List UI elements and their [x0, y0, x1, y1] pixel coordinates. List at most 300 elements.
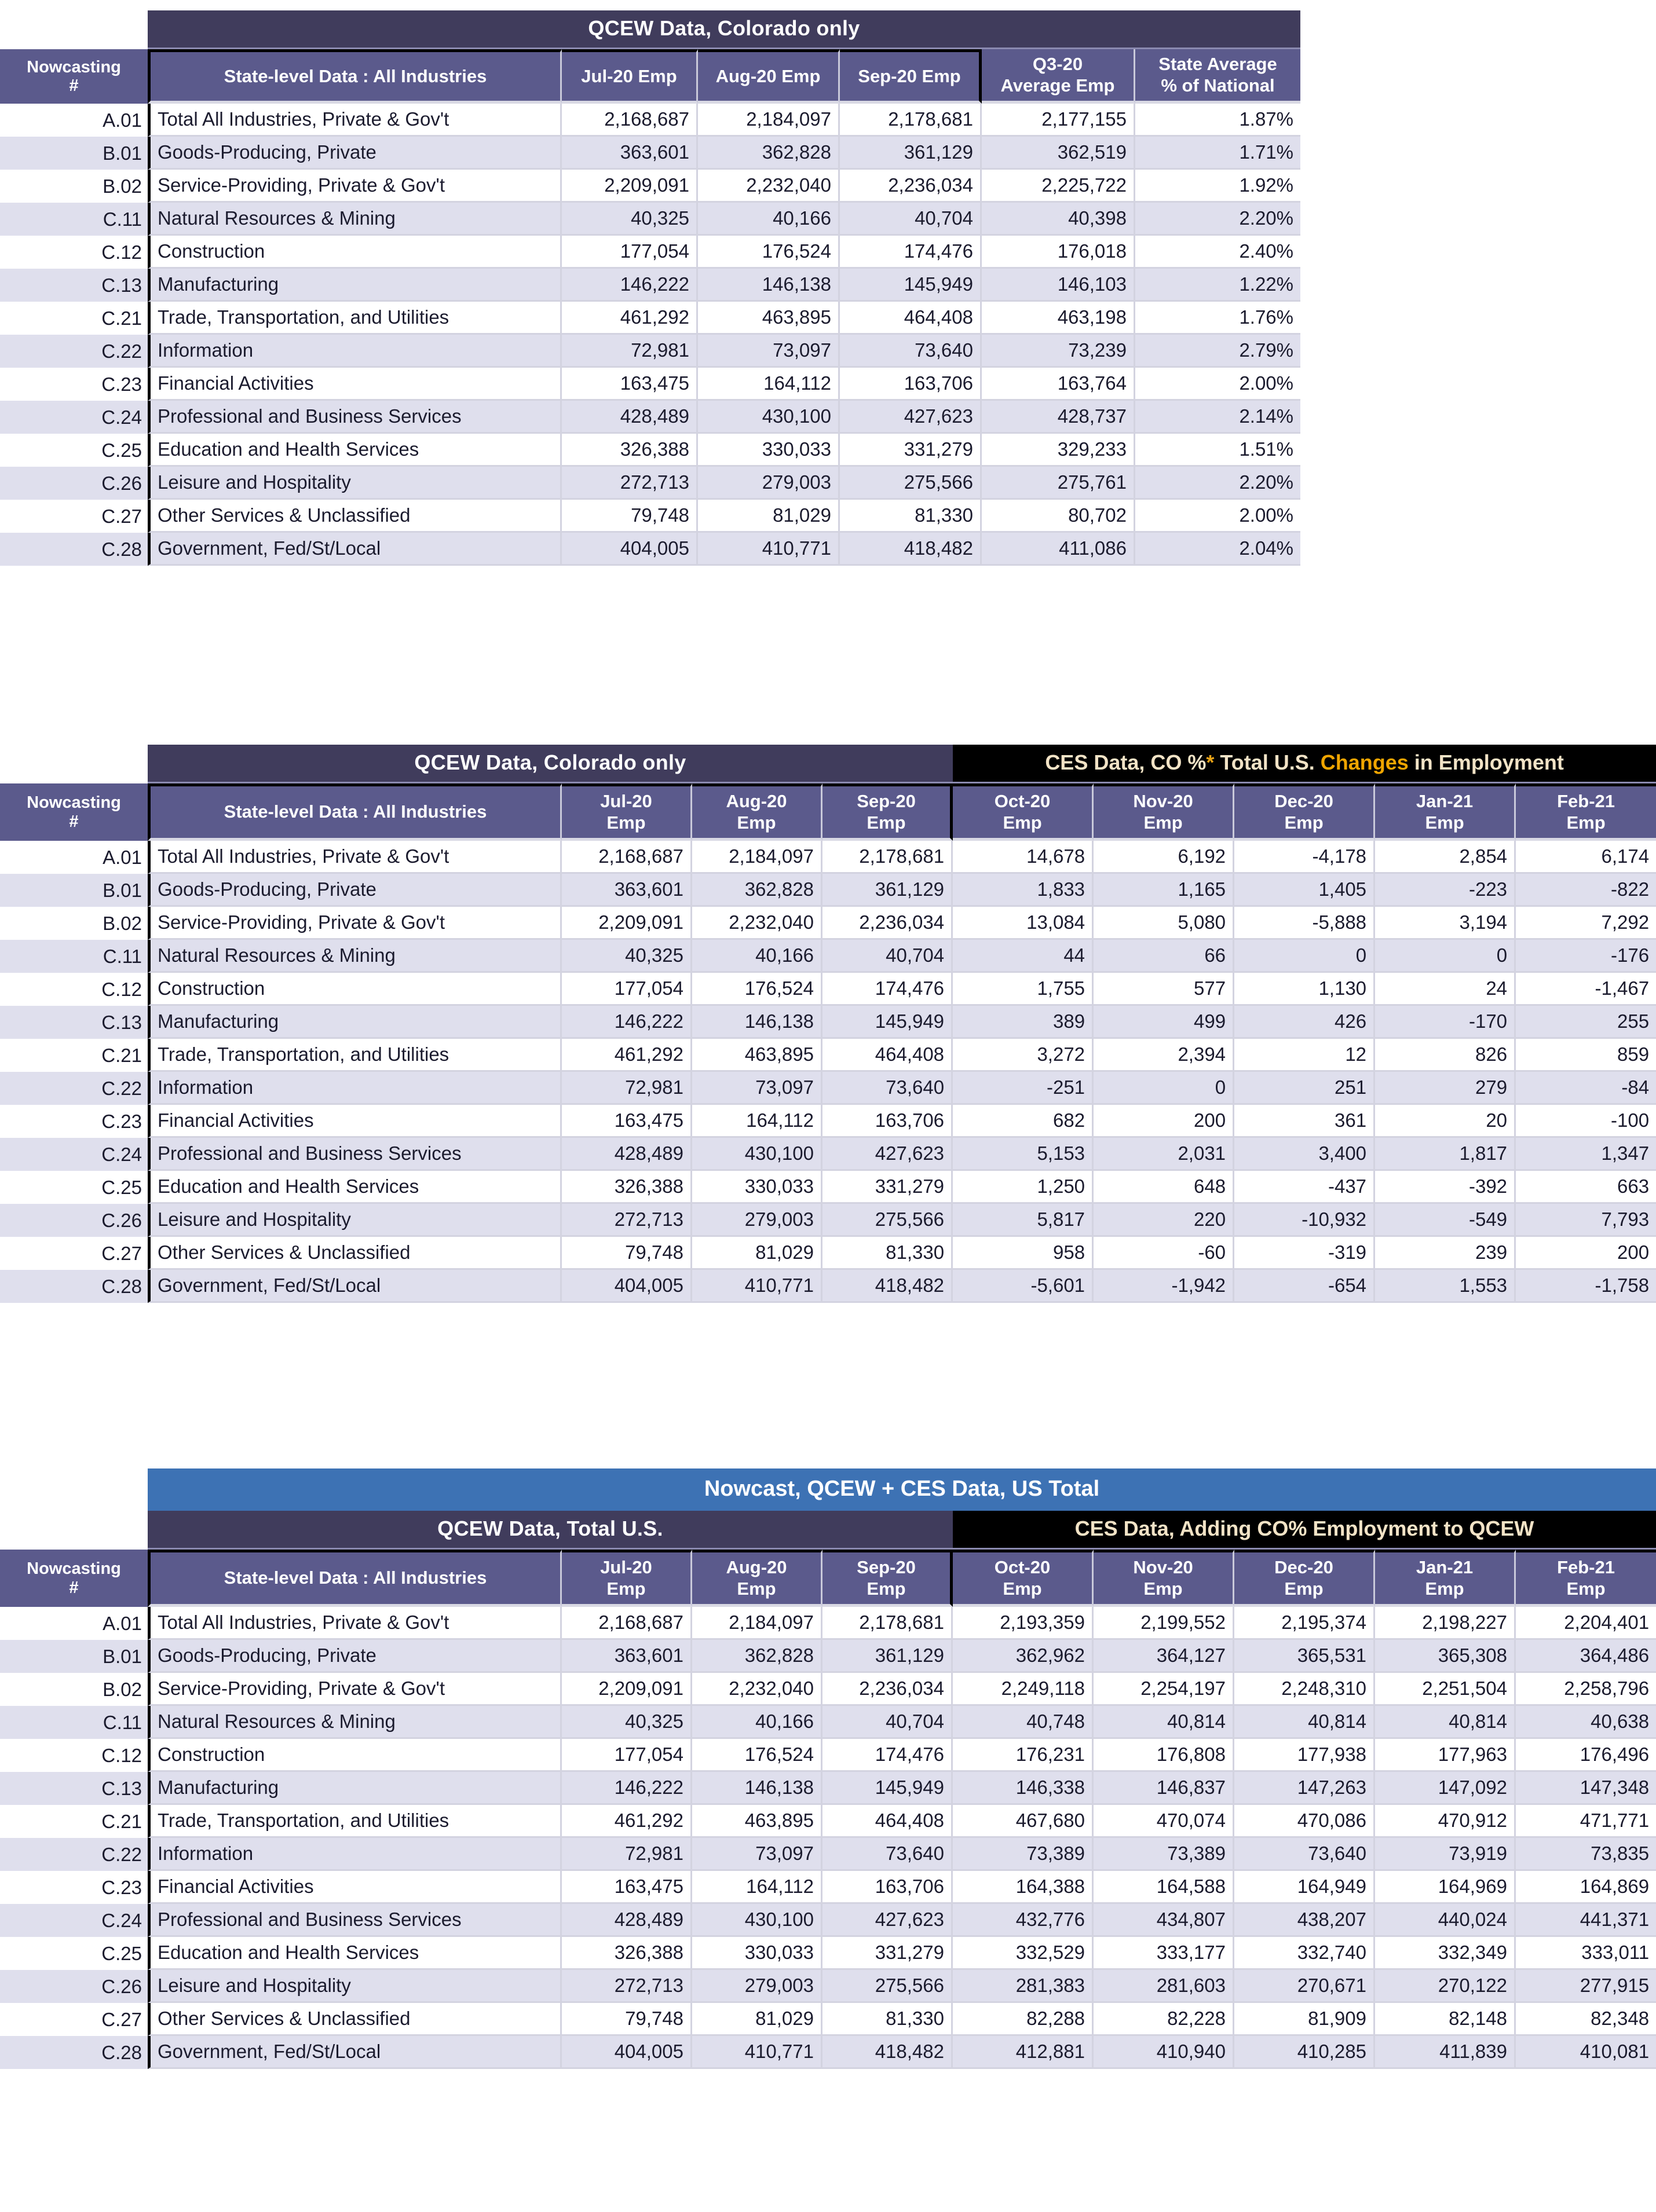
cell-sep: 163,706 — [822, 1105, 953, 1138]
cell-jul: 72,981 — [562, 1838, 692, 1871]
cell-dec: 2,248,310 — [1234, 1673, 1375, 1706]
row-code-C.27: C.27 — [0, 1237, 148, 1270]
cell-aug: 2,232,040 — [692, 1673, 822, 1706]
cell-q3avg: 428,737 — [982, 401, 1135, 434]
table2-header-row — [0, 783, 1656, 841]
cell-jan: 2,251,504 — [1375, 1673, 1516, 1706]
header-jan21-emp: Emp — [1425, 1578, 1464, 1599]
cell-sep: 418,482 — [822, 1270, 953, 1303]
cell-jul: 2,209,091 — [562, 170, 698, 203]
header-dec20-month: Dec-20 — [1274, 1557, 1333, 1577]
row-label: Total All Industries, Private & Gov't — [148, 104, 562, 137]
cell-jul: 272,713 — [562, 1970, 692, 2003]
cell-jul: 2,209,091 — [562, 907, 692, 940]
cell-nov: 333,177 — [1094, 1937, 1234, 1970]
cell-statepct: 2.40% — [1135, 236, 1300, 269]
cell-dec: 177,938 — [1234, 1739, 1375, 1772]
cell-oct: 73,389 — [953, 1838, 1094, 1871]
header-dec20 — [1234, 1550, 1375, 1607]
t2-title-part5: in Employment — [1408, 750, 1564, 774]
cell-oct: 1,755 — [953, 973, 1094, 1006]
cell-dec: -437 — [1234, 1171, 1375, 1204]
cell-jul: 404,005 — [562, 1270, 692, 1303]
table-row — [0, 500, 1300, 533]
row-code-C.28: C.28 — [0, 533, 148, 566]
cell-sep: 331,279 — [822, 1937, 953, 1970]
row-label: Goods-Producing, Private — [148, 1640, 562, 1673]
cell-jan: 270,122 — [1375, 1970, 1516, 2003]
cell-nov: 2,031 — [1094, 1138, 1234, 1171]
table-row — [0, 1607, 1656, 1640]
cell-q3avg: 329,233 — [982, 434, 1135, 467]
cell-sep: 81,330 — [840, 500, 982, 533]
cell-aug: 279,003 — [692, 1970, 822, 2003]
cell-aug: 2,184,097 — [692, 841, 822, 874]
cell-statepct: 2.79% — [1135, 335, 1300, 368]
header-sep20-emp: Sep-20 Emp — [840, 49, 982, 104]
cell-oct: 1,250 — [953, 1171, 1094, 1204]
table-row — [0, 1006, 1656, 1039]
t2-title-part1: CES Data, — [1045, 750, 1151, 774]
row-label: Financial Activities — [148, 1871, 562, 1904]
header-feb21 — [1516, 783, 1656, 841]
cell-jan: -223 — [1375, 874, 1516, 907]
table-row — [0, 907, 1656, 940]
cell-jan: -549 — [1375, 1204, 1516, 1237]
cell-nov: 499 — [1094, 1006, 1234, 1039]
cell-sep: 361,129 — [822, 874, 953, 907]
row-code-C.13: C.13 — [0, 269, 148, 302]
row-label: Natural Resources & Mining — [148, 203, 562, 236]
cell-q3avg: 40,398 — [982, 203, 1135, 236]
cell-feb: 255 — [1516, 1006, 1656, 1039]
table-row — [0, 1739, 1656, 1772]
row-code-B.01: B.01 — [0, 137, 148, 170]
row-label: Service-Providing, Private & Gov't — [148, 907, 562, 940]
cell-sep: 275,566 — [822, 1970, 953, 2003]
header-nov20 — [1094, 1550, 1234, 1607]
row-code-C.22: C.22 — [0, 1838, 148, 1871]
title-spacer — [0, 745, 148, 783]
row-label: Total All Industries, Private & Gov't — [148, 841, 562, 874]
cell-feb: 441,371 — [1516, 1904, 1656, 1937]
cell-aug: 176,524 — [698, 236, 840, 269]
header-jan21 — [1375, 1550, 1516, 1607]
cell-nov: 2,199,552 — [1094, 1607, 1234, 1640]
cell-q3avg: 2,225,722 — [982, 170, 1135, 203]
cell-sep: 40,704 — [822, 940, 953, 973]
cell-aug: 2,232,040 — [692, 907, 822, 940]
cell-nov: 176,808 — [1094, 1739, 1234, 1772]
header-jul20 — [562, 783, 692, 841]
table-row — [0, 302, 1300, 335]
cell-nov: 2,254,197 — [1094, 1673, 1234, 1706]
cell-sep: 464,408 — [822, 1039, 953, 1072]
cell-oct: -251 — [953, 1072, 1094, 1105]
header-state-level: State-level Data : All Industries — [148, 49, 562, 104]
row-label: Other Services & Unclassified — [148, 2003, 562, 2036]
cell-jul: 79,748 — [562, 2003, 692, 2036]
cell-jul: 72,981 — [562, 1072, 692, 1105]
cell-nov: -1,942 — [1094, 1270, 1234, 1303]
cell-jul: 326,388 — [562, 1937, 692, 1970]
cell-jul: 326,388 — [562, 434, 698, 467]
cell-feb: 471,771 — [1516, 1805, 1656, 1838]
cell-q3avg: 275,761 — [982, 467, 1135, 500]
row-label: Natural Resources & Mining — [148, 1706, 562, 1739]
cell-dec: -654 — [1234, 1270, 1375, 1303]
cell-oct: 5,817 — [953, 1204, 1094, 1237]
cell-jan: 147,092 — [1375, 1772, 1516, 1805]
header-dec20 — [1234, 783, 1375, 841]
table-row — [0, 1640, 1656, 1673]
cell-sep: 464,408 — [840, 302, 982, 335]
cell-jul: 363,601 — [562, 137, 698, 170]
cell-dec: 332,740 — [1234, 1937, 1375, 1970]
cell-q3avg: 411,086 — [982, 533, 1135, 566]
cell-aug: 463,895 — [692, 1039, 822, 1072]
row-code-B.02: B.02 — [0, 907, 148, 940]
cell-jul: 177,054 — [562, 236, 698, 269]
row-code-C.23: C.23 — [0, 1871, 148, 1904]
cell-feb: 200 — [1516, 1237, 1656, 1270]
cell-jul: 146,222 — [562, 1772, 692, 1805]
header-sep20 — [822, 1550, 953, 1607]
cell-nov: 0 — [1094, 1072, 1234, 1105]
header-jul20-emp: Emp — [606, 812, 646, 833]
cell-aug: 176,524 — [692, 1739, 822, 1772]
cell-dec: 426 — [1234, 1006, 1375, 1039]
table2-title-right — [953, 745, 1656, 783]
row-code-A.01: A.01 — [0, 841, 148, 874]
cell-jan: 2,854 — [1375, 841, 1516, 874]
row-label: Government, Fed/St/Local — [148, 1270, 562, 1303]
cell-sep: 174,476 — [840, 236, 982, 269]
row-label: Information — [148, 1072, 562, 1105]
cell-dec: 438,207 — [1234, 1904, 1375, 1937]
header-aug20 — [692, 1550, 822, 1607]
table1-title: QCEW Data, Colorado only — [148, 10, 1300, 49]
header-oct20 — [953, 1550, 1094, 1607]
header-feb21-emp: Emp — [1566, 812, 1606, 833]
cell-sep: 464,408 — [822, 1805, 953, 1838]
table-row — [0, 1838, 1656, 1871]
cell-jul: 461,292 — [562, 302, 698, 335]
cell-sep: 331,279 — [840, 434, 982, 467]
header-sep20 — [822, 783, 953, 841]
nowcasting-header-line2: # — [69, 1578, 79, 1597]
header-sep20-emp: Emp — [867, 1578, 906, 1599]
table-row — [0, 1039, 1656, 1072]
cell-aug: 40,166 — [698, 203, 840, 236]
cell-feb: 7,292 — [1516, 907, 1656, 940]
cell-dec: 73,640 — [1234, 1838, 1375, 1871]
cell-feb: 40,638 — [1516, 1706, 1656, 1739]
cell-sep: 145,949 — [822, 1006, 953, 1039]
row-label: Other Services & Unclassified — [148, 1237, 562, 1270]
cell-aug: 146,138 — [698, 269, 840, 302]
cell-sep: 361,129 — [822, 1640, 953, 1673]
title-spacer — [0, 10, 148, 49]
cell-dec: 0 — [1234, 940, 1375, 973]
cell-feb: 2,204,401 — [1516, 1607, 1656, 1640]
row-label: Education and Health Services — [148, 1171, 562, 1204]
cell-jul: 363,601 — [562, 1640, 692, 1673]
table-row — [0, 170, 1300, 203]
header-feb21-month: Feb-21 — [1557, 1557, 1615, 1577]
cell-statepct: 2.20% — [1135, 467, 1300, 500]
cell-sep: 2,236,034 — [822, 1673, 953, 1706]
cell-sep: 2,178,681 — [840, 104, 982, 137]
row-label: Trade, Transportation, and Utilities — [148, 1039, 562, 1072]
cell-sep: 418,482 — [822, 2036, 953, 2069]
cell-oct: 362,962 — [953, 1640, 1094, 1673]
t2-title-part2: CO % — [1150, 750, 1207, 774]
cell-dec: 470,086 — [1234, 1805, 1375, 1838]
title-spacer — [0, 1468, 148, 1511]
cell-oct: 176,231 — [953, 1739, 1094, 1772]
cell-jul: 326,388 — [562, 1171, 692, 1204]
cell-aug: 164,112 — [692, 1871, 822, 1904]
row-code-B.02: B.02 — [0, 1673, 148, 1706]
cell-nov: 82,228 — [1094, 2003, 1234, 2036]
cell-feb: 82,348 — [1516, 2003, 1656, 2036]
header-oct20 — [953, 783, 1094, 841]
cell-oct: 164,388 — [953, 1871, 1094, 1904]
row-code-C.28: C.28 — [0, 2036, 148, 2069]
t3-title-part4: Employment to QCEW — [1307, 1517, 1534, 1540]
row-code-C.13: C.13 — [0, 1006, 148, 1039]
table-row — [0, 104, 1300, 137]
cell-nov: 6,192 — [1094, 841, 1234, 874]
row-code-C.24: C.24 — [0, 401, 148, 434]
cell-oct: 332,529 — [953, 1937, 1094, 1970]
cell-sep: 40,704 — [822, 1706, 953, 1739]
nowcasting-header — [0, 1550, 148, 1607]
cell-nov: 364,127 — [1094, 1640, 1234, 1673]
cell-oct: 44 — [953, 940, 1094, 973]
row-code-B.02: B.02 — [0, 170, 148, 203]
row-code-C.12: C.12 — [0, 236, 148, 269]
cell-nov: 164,588 — [1094, 1871, 1234, 1904]
row-code-C.26: C.26 — [0, 1204, 148, 1237]
cell-sep: 81,330 — [822, 1237, 953, 1270]
cell-oct: 281,383 — [953, 1970, 1094, 2003]
cell-jan: 1,553 — [1375, 1270, 1516, 1303]
row-code-B.01: B.01 — [0, 874, 148, 907]
cell-sep: 2,178,681 — [822, 1607, 953, 1640]
table-row — [0, 203, 1300, 236]
header-nov20 — [1094, 783, 1234, 841]
table-row — [0, 2036, 1656, 2069]
cell-sep: 275,566 — [840, 467, 982, 500]
cell-aug: 279,003 — [698, 467, 840, 500]
cell-aug: 81,029 — [692, 1237, 822, 1270]
row-label: Construction — [148, 973, 562, 1006]
row-label: Leisure and Hospitality — [148, 1970, 562, 2003]
cell-oct: 958 — [953, 1237, 1094, 1270]
cell-dec: -5,888 — [1234, 907, 1375, 940]
cell-jan: 3,194 — [1375, 907, 1516, 940]
header-state-level: State-level Data : All Industries — [148, 1550, 562, 1607]
cell-sep: 73,640 — [840, 335, 982, 368]
header-nov20-month: Nov-20 — [1133, 791, 1193, 811]
table-row — [0, 236, 1300, 269]
row-label: Natural Resources & Mining — [148, 940, 562, 973]
cell-jan: 332,349 — [1375, 1937, 1516, 1970]
row-label: Manufacturing — [148, 1772, 562, 1805]
cell-oct: -5,601 — [953, 1270, 1094, 1303]
header-aug20-month: Aug-20 — [726, 791, 787, 811]
cell-sep: 2,178,681 — [822, 841, 953, 874]
cell-nov: 470,074 — [1094, 1805, 1234, 1838]
cell-q3avg: 80,702 — [982, 500, 1135, 533]
header-aug20 — [692, 783, 822, 841]
cell-feb: 1,347 — [1516, 1138, 1656, 1171]
header-jul20-month: Jul-20 — [600, 1557, 652, 1577]
cell-jan: 82,148 — [1375, 2003, 1516, 2036]
cell-jul: 461,292 — [562, 1039, 692, 1072]
row-code-C.12: C.12 — [0, 973, 148, 1006]
header-jul20-emp: Jul-20 Emp — [562, 49, 698, 104]
cell-dec: 251 — [1234, 1072, 1375, 1105]
row-code-C.22: C.22 — [0, 335, 148, 368]
cell-nov: 66 — [1094, 940, 1234, 973]
table-row — [0, 434, 1300, 467]
cell-jan: 177,963 — [1375, 1739, 1516, 1772]
cell-aug: 430,100 — [698, 401, 840, 434]
cell-jul: 177,054 — [562, 1739, 692, 1772]
header-sep20-month: Sep-20 — [857, 791, 916, 811]
row-code-C.26: C.26 — [0, 1970, 148, 2003]
cell-jan: 2,198,227 — [1375, 1607, 1516, 1640]
header-aug20-emp: Aug-20 Emp — [698, 49, 840, 104]
cell-feb: 663 — [1516, 1171, 1656, 1204]
cell-dec: 270,671 — [1234, 1970, 1375, 2003]
cell-statepct: 1.22% — [1135, 269, 1300, 302]
table-row — [0, 137, 1300, 170]
row-code-C.23: C.23 — [0, 368, 148, 401]
cell-nov: 434,807 — [1094, 1904, 1234, 1937]
cell-aug: 146,138 — [692, 1772, 822, 1805]
row-code-C.23: C.23 — [0, 1105, 148, 1138]
cell-statepct: 2.14% — [1135, 401, 1300, 434]
cell-dec: 164,949 — [1234, 1871, 1375, 1904]
t3-title-part1: CES Data, — [1074, 1517, 1180, 1540]
row-label: Manufacturing — [148, 269, 562, 302]
cell-aug: 279,003 — [692, 1204, 822, 1237]
cell-feb: -100 — [1516, 1105, 1656, 1138]
cell-statepct: 1.51% — [1135, 434, 1300, 467]
cell-feb: 277,915 — [1516, 1970, 1656, 2003]
row-label: Information — [148, 335, 562, 368]
row-code-C.13: C.13 — [0, 1772, 148, 1805]
row-code-C.11: C.11 — [0, 203, 148, 236]
cell-nov: 577 — [1094, 973, 1234, 1006]
row-label: Trade, Transportation, and Utilities — [148, 302, 562, 335]
cell-dec: 12 — [1234, 1039, 1375, 1072]
row-label: Construction — [148, 236, 562, 269]
header-statepct-line1: State Average — [1158, 54, 1277, 74]
cell-feb: 73,835 — [1516, 1838, 1656, 1871]
header-oct20-emp: Emp — [1003, 1578, 1042, 1599]
row-label: Professional and Business Services — [148, 1138, 562, 1171]
cell-aug: 73,097 — [692, 1072, 822, 1105]
cell-oct: 82,288 — [953, 2003, 1094, 2036]
table-row — [0, 269, 1300, 302]
nowcasting-header-line1: Nowcasting — [27, 57, 121, 76]
row-label: Leisure and Hospitality — [148, 1204, 562, 1237]
table1-header-row — [0, 49, 1300, 104]
cell-sep: 2,236,034 — [822, 907, 953, 940]
cell-jan: 365,308 — [1375, 1640, 1516, 1673]
header-state-level: State-level Data : All Industries — [148, 783, 562, 841]
cell-feb: 2,258,796 — [1516, 1673, 1656, 1706]
row-code-C.25: C.25 — [0, 434, 148, 467]
cell-jul: 177,054 — [562, 973, 692, 1006]
cell-sep: 418,482 — [840, 533, 982, 566]
table2-title-row — [0, 745, 1656, 783]
table2-title-left: QCEW Data, Colorado only — [148, 745, 953, 783]
cell-oct: 13,084 — [953, 907, 1094, 940]
table3-title-right — [953, 1511, 1656, 1550]
row-label: Government, Fed/St/Local — [148, 533, 562, 566]
cell-q3avg: 163,764 — [982, 368, 1135, 401]
cell-aug: 164,112 — [698, 368, 840, 401]
cell-oct: 389 — [953, 1006, 1094, 1039]
row-code-C.27: C.27 — [0, 2003, 148, 2036]
cell-aug: 430,100 — [692, 1138, 822, 1171]
header-nov20-emp: Emp — [1143, 812, 1183, 833]
header-feb21-month: Feb-21 — [1557, 791, 1615, 811]
cell-sep: 427,623 — [822, 1904, 953, 1937]
cell-aug: 81,029 — [692, 2003, 822, 2036]
table3-title-left: QCEW Data, Total U.S. — [148, 1511, 953, 1550]
row-label: Goods-Producing, Private — [148, 874, 562, 907]
cell-oct: 5,153 — [953, 1138, 1094, 1171]
row-label: Financial Activities — [148, 1105, 562, 1138]
cell-jul: 163,475 — [562, 368, 698, 401]
cell-oct: 432,776 — [953, 1904, 1094, 1937]
cell-jan: 279 — [1375, 1072, 1516, 1105]
row-label: Professional and Business Services — [148, 1904, 562, 1937]
table3-subtitle-row — [0, 1511, 1656, 1550]
table1-title-row — [0, 10, 1300, 49]
cell-oct: 682 — [953, 1105, 1094, 1138]
row-label: Education and Health Services — [148, 434, 562, 467]
cell-oct: 2,249,118 — [953, 1673, 1094, 1706]
cell-aug: 73,097 — [698, 335, 840, 368]
row-code-C.21: C.21 — [0, 1039, 148, 1072]
cell-sep: 427,623 — [822, 1138, 953, 1171]
cell-aug: 330,033 — [692, 1171, 822, 1204]
cell-dec: 1,130 — [1234, 973, 1375, 1006]
cell-aug: 81,029 — [698, 500, 840, 533]
cell-sep: 361,129 — [840, 137, 982, 170]
cell-jul: 2,168,687 — [562, 104, 698, 137]
header-aug20-emp: Emp — [737, 1578, 776, 1599]
cell-jul: 2,209,091 — [562, 1673, 692, 1706]
cell-sep: 145,949 — [822, 1772, 953, 1805]
cell-sep: 40,704 — [840, 203, 982, 236]
row-label: Manufacturing — [148, 1006, 562, 1039]
cell-jul: 272,713 — [562, 1204, 692, 1237]
cell-sep: 145,949 — [840, 269, 982, 302]
cell-jan: 40,814 — [1375, 1706, 1516, 1739]
header-oct20-emp: Emp — [1003, 812, 1042, 833]
qcew-colorado-table — [0, 10, 1300, 566]
header-oct20-month: Oct-20 — [994, 1557, 1051, 1577]
